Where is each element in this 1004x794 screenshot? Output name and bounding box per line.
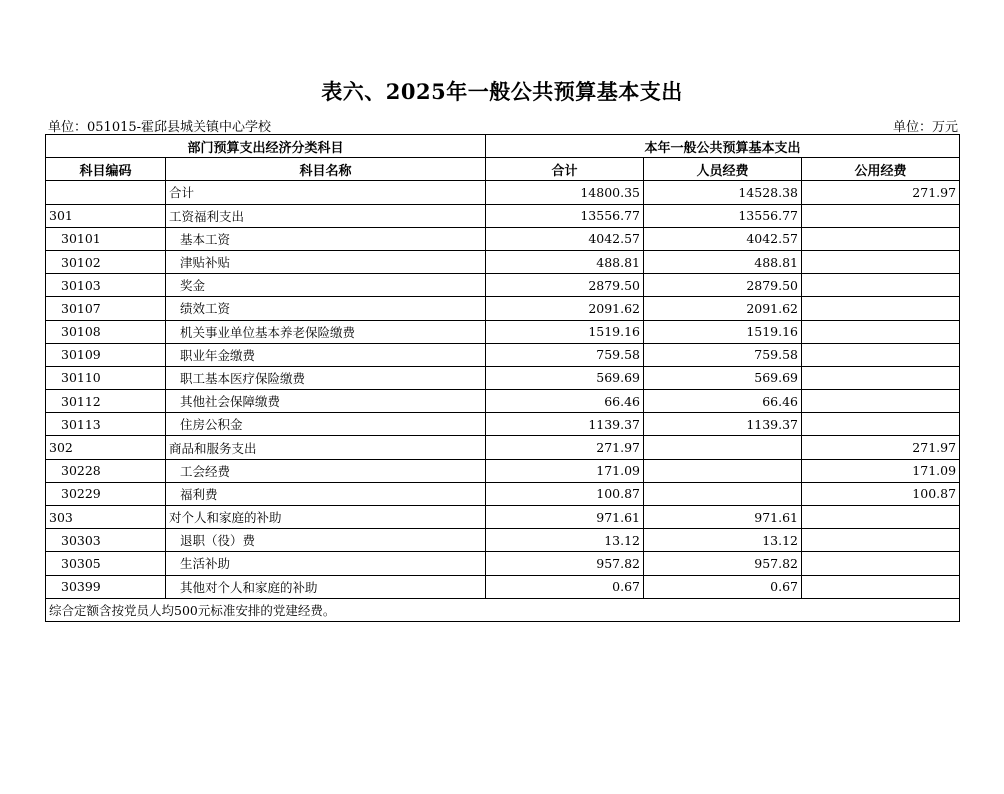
cell-public: [802, 227, 960, 250]
table-row: [46, 413, 960, 436]
cell-personnel: 4042.57: [644, 227, 802, 250]
cell-name: 对个人和家庭的补助: [166, 506, 486, 529]
cell-personnel: 0.67: [644, 575, 802, 598]
cell-public: [802, 297, 960, 320]
cell-code: 30305: [46, 552, 166, 575]
cell-total: 14800.35: [486, 181, 644, 204]
cell-name: 工会经费: [166, 459, 486, 482]
table-row: [46, 366, 960, 389]
table-row: [46, 552, 960, 575]
cell-personnel: 1519.16: [644, 320, 802, 343]
table-row: [46, 320, 960, 343]
cell-personnel: 957.82: [644, 552, 802, 575]
header-group-classification: 部门预算支出经济分类科目: [46, 135, 486, 158]
cell-code: 30109: [46, 343, 166, 366]
cell-name: 奖金: [166, 274, 486, 297]
table-row: [46, 575, 960, 598]
cell-public: [802, 506, 960, 529]
table-row: [46, 436, 960, 459]
cell-personnel: 2091.62: [644, 297, 802, 320]
cell-total: 759.58: [486, 343, 644, 366]
cell-total: 2879.50: [486, 274, 644, 297]
table-row: [46, 482, 960, 505]
cell-personnel: 2879.50: [644, 274, 802, 297]
cell-code: 301: [46, 204, 166, 227]
cell-code: 30228: [46, 459, 166, 482]
cell-total: 1139.37: [486, 413, 644, 436]
table-row: [46, 390, 960, 413]
cell-personnel: 488.81: [644, 250, 802, 273]
cell-public: [802, 552, 960, 575]
header-name: 科目名称: [166, 158, 486, 181]
cell-public: [802, 366, 960, 389]
cell-code: 30107: [46, 297, 166, 320]
header-personnel: 人员经费: [644, 158, 802, 181]
cell-personnel: 971.61: [644, 506, 802, 529]
table-row: [46, 459, 960, 482]
header-column-row: [46, 158, 960, 181]
budget-table: [45, 134, 960, 622]
cell-total: 971.61: [486, 506, 644, 529]
cell-public: 171.09: [802, 459, 960, 482]
cell-personnel: 13.12: [644, 529, 802, 552]
cell-code: [46, 181, 166, 204]
cell-public: [802, 274, 960, 297]
table-row: [46, 506, 960, 529]
table-body: [46, 181, 960, 598]
cell-public: [802, 320, 960, 343]
cell-code: 30110: [46, 366, 166, 389]
table-row: [46, 343, 960, 366]
cell-code: 30303: [46, 529, 166, 552]
cell-total: 1519.16: [486, 320, 644, 343]
cell-total: 488.81: [486, 250, 644, 273]
cell-public: [802, 529, 960, 552]
header-group-expenditure: 本年一般公共预算基本支出: [486, 135, 960, 158]
table-row: [46, 204, 960, 227]
cell-name: 绩效工资: [166, 297, 486, 320]
table-row: [46, 274, 960, 297]
cell-total: 171.09: [486, 459, 644, 482]
cell-code: 30101: [46, 227, 166, 250]
header-group-row: [46, 135, 960, 158]
cell-public: [802, 343, 960, 366]
cell-name: 合计: [166, 181, 486, 204]
cell-personnel: 569.69: [644, 366, 802, 389]
header-total: 合计: [486, 158, 644, 181]
cell-public: 271.97: [802, 181, 960, 204]
cell-name: 津贴补贴: [166, 250, 486, 273]
table-header: [46, 135, 960, 181]
cell-name: 机关事业单位基本养老保险缴费: [166, 320, 486, 343]
cell-code: 30113: [46, 413, 166, 436]
cell-public: 100.87: [802, 482, 960, 505]
page-title: 表六、2025年一般公共预算基本支出: [321, 79, 683, 104]
cell-code: 30229: [46, 482, 166, 505]
cell-total: 4042.57: [486, 227, 644, 250]
table-row: [46, 297, 960, 320]
cell-personnel: 1139.37: [644, 413, 802, 436]
cell-name: 基本工资: [166, 227, 486, 250]
cell-name: 其他社会保障缴费: [166, 390, 486, 413]
cell-total: 100.87: [486, 482, 644, 505]
cell-total: 2091.62: [486, 297, 644, 320]
cell-name: 生活补助: [166, 552, 486, 575]
cell-name: 住房公积金: [166, 413, 486, 436]
table-note: 综合定额含按党员人均500元标准安排的党建经费。: [46, 598, 960, 621]
cell-personnel: 66.46: [644, 390, 802, 413]
cell-name: 商品和服务支出: [166, 436, 486, 459]
cell-public: [802, 413, 960, 436]
cell-public: 271.97: [802, 436, 960, 459]
cell-public: [802, 204, 960, 227]
cell-total: 0.67: [486, 575, 644, 598]
cell-code: 30102: [46, 250, 166, 273]
table-row: [46, 250, 960, 273]
cell-personnel: 759.58: [644, 343, 802, 366]
cell-code: 303: [46, 506, 166, 529]
cell-name: 福利费: [166, 482, 486, 505]
table-row: [46, 227, 960, 250]
cell-code: 30103: [46, 274, 166, 297]
cell-name: 其他对个人和家庭的补助: [166, 575, 486, 598]
cell-name: 工资福利支出: [166, 204, 486, 227]
cell-name: 退职（役）费: [166, 529, 486, 552]
unit-currency-label: 单位：万元: [892, 120, 958, 135]
cell-public: [802, 250, 960, 273]
cell-total: 13.12: [486, 529, 644, 552]
cell-code: 30108: [46, 320, 166, 343]
cell-personnel: [644, 482, 802, 505]
cell-name: 职工基本医疗保险缴费: [166, 366, 486, 389]
cell-total: 569.69: [486, 366, 644, 389]
cell-public: [802, 575, 960, 598]
cell-code: 30112: [46, 390, 166, 413]
header-public: 公用经费: [802, 158, 960, 181]
cell-code: 30399: [46, 575, 166, 598]
note-row: [46, 598, 960, 621]
table-row: [46, 529, 960, 552]
unit-department-label: 单位：051015-霍邱县城关镇中心学校: [48, 120, 272, 135]
cell-total: 13556.77: [486, 204, 644, 227]
cell-total: 271.97: [486, 436, 644, 459]
cell-public: [802, 390, 960, 413]
cell-personnel: [644, 436, 802, 459]
cell-total: 66.46: [486, 390, 644, 413]
cell-personnel: 14528.38: [644, 181, 802, 204]
cell-personnel: [644, 459, 802, 482]
cell-total: 957.82: [486, 552, 644, 575]
cell-name: 职业年金缴费: [166, 343, 486, 366]
cell-personnel: 13556.77: [644, 204, 802, 227]
table-row: [46, 181, 960, 204]
header-code: 科目编码: [46, 158, 166, 181]
cell-code: 302: [46, 436, 166, 459]
